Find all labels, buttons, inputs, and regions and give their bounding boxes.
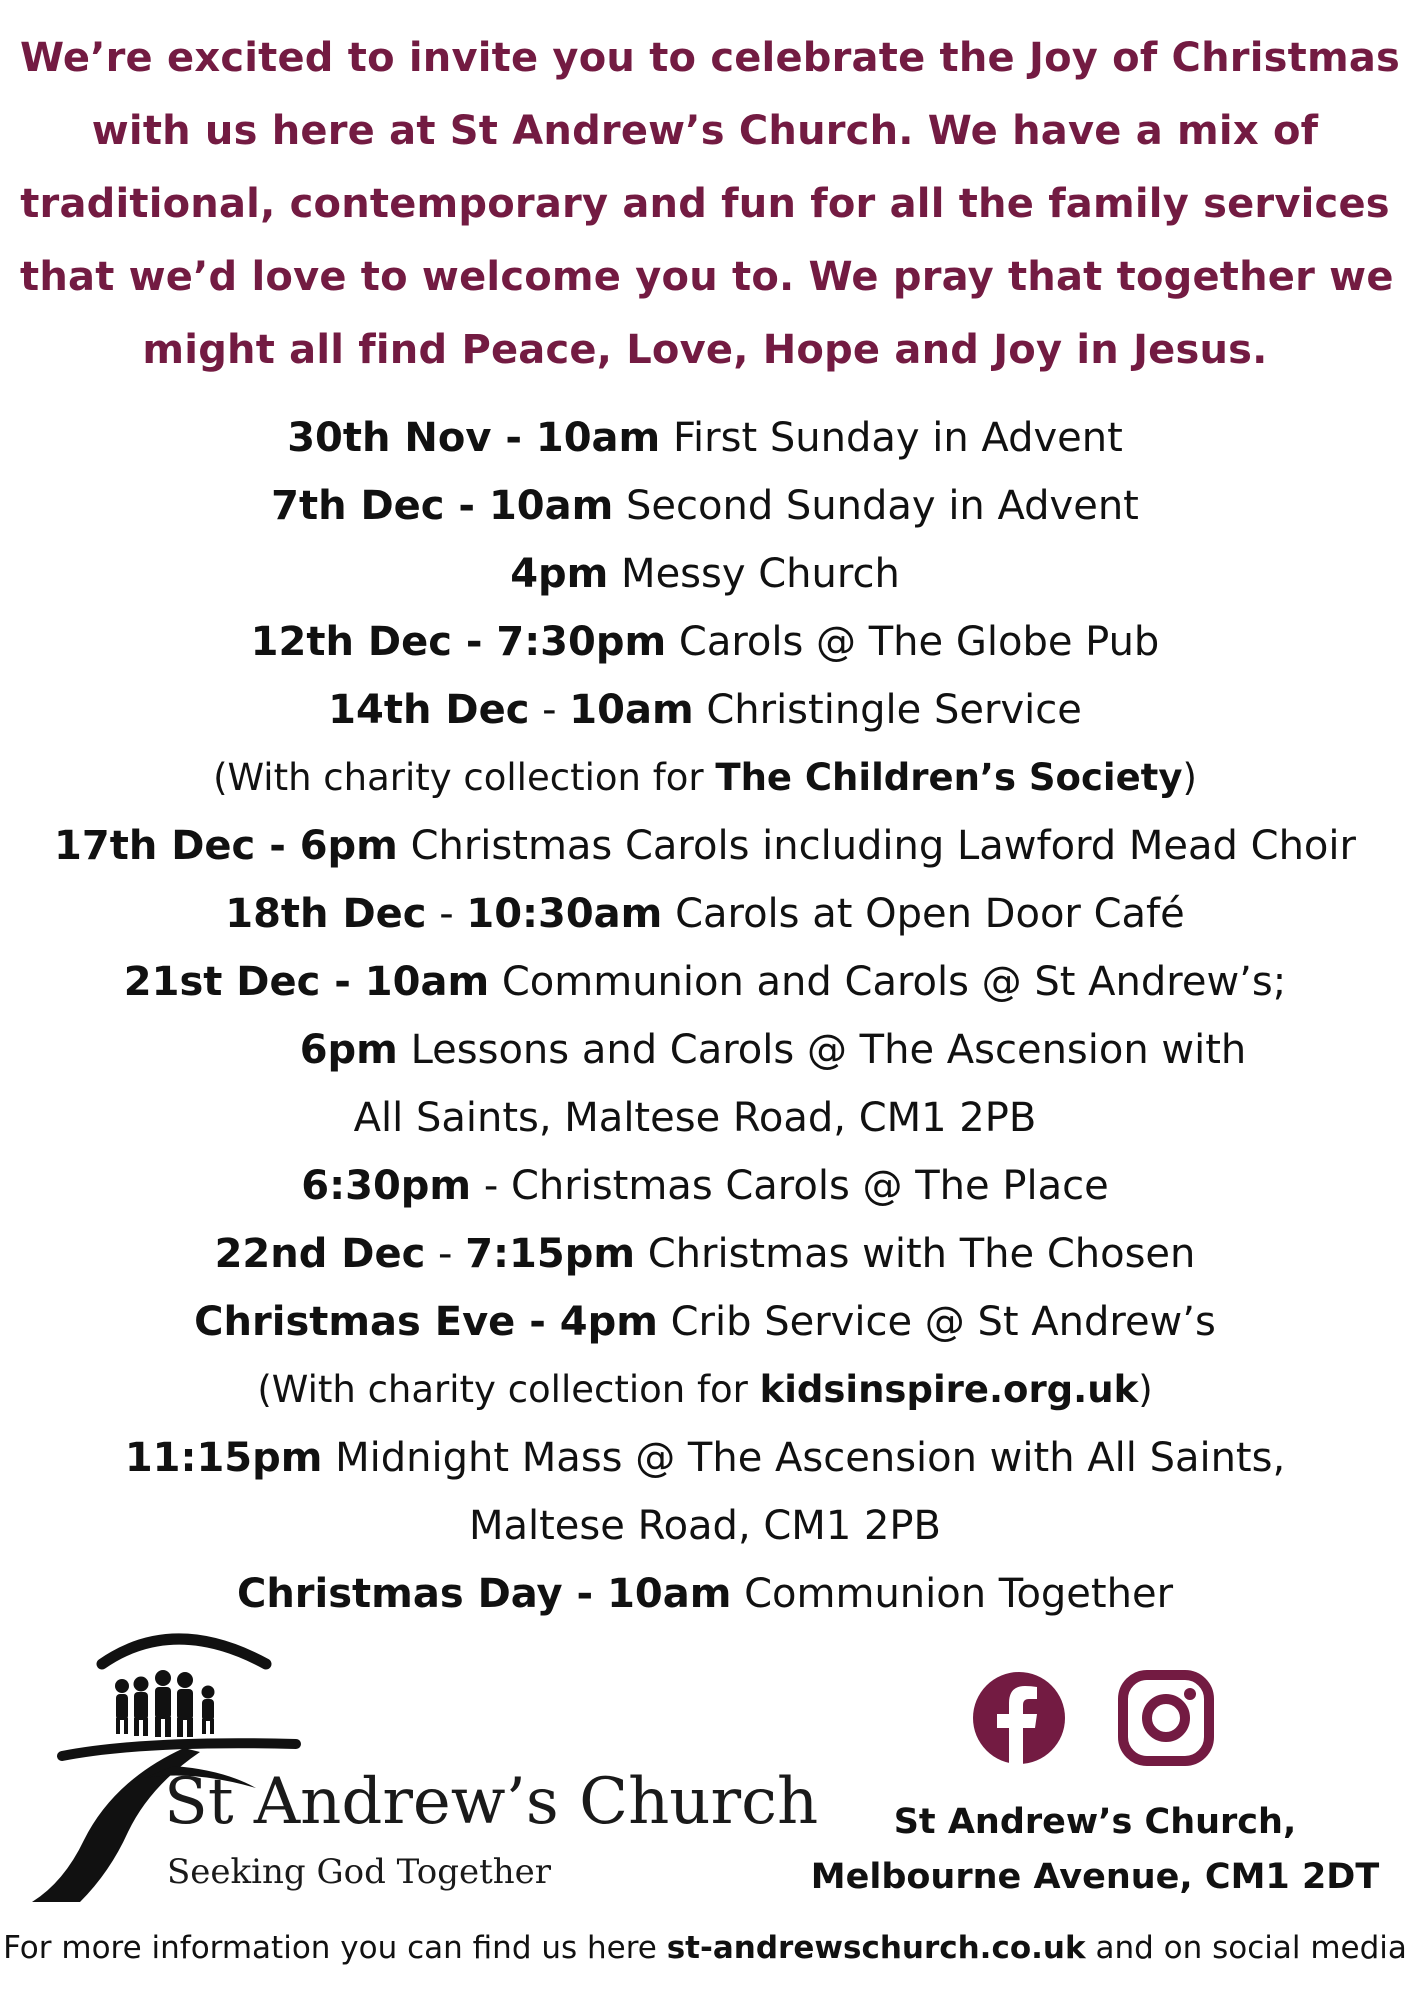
schedule-date-time: 30th Nov - 10am [287, 415, 661, 461]
schedule-description: Messy Church [608, 551, 900, 597]
schedule-item [0, 1288, 1410, 1356]
schedule-description: - Christmas Carols @ The Place [471, 1163, 1109, 1209]
schedule-description: Carols at Open Door Café [662, 891, 1185, 937]
schedule-date-time: Christmas Eve - 4pm [194, 1299, 658, 1345]
schedule-description: Christingle Service [693, 687, 1082, 733]
footer-text: and on social media [1085, 1930, 1407, 1966]
schedule-item [0, 676, 1410, 744]
intro-line: We’re excited to invite you to celebrate the Joy of Christmas [20, 35, 1401, 81]
church-name: St Andrew’s Church [164, 1765, 819, 1839]
intro-line: with us here at St Andrew’s Church. We have a mix of [91, 108, 1319, 154]
schedule-date-time: 4pm [510, 551, 609, 597]
schedule-description: Second Sunday in Advent [613, 483, 1139, 529]
schedule-separator: - [426, 891, 467, 937]
schedule-time: 6:30pm [301, 1163, 472, 1209]
schedule-description: Christmas Carols including Lawford Mead Choir [397, 823, 1356, 869]
schedule-item [0, 1016, 1410, 1084]
schedule-description: Communion and Carols @ St Andrew’s; [489, 959, 1287, 1005]
charity-note-prefix: (With charity collection for [257, 1368, 760, 1411]
service-schedule [0, 404, 1410, 1628]
schedule-item-continued [0, 1084, 1410, 1152]
instagram-icon[interactable] [1118, 1670, 1214, 1766]
schedule-time: 6pm [299, 1027, 398, 1073]
schedule-date: 18th Dec [225, 891, 427, 937]
intro-line: might all find Peace, Love, Hope and Joy in Jesus. [142, 327, 1268, 373]
schedule-description: Midnight Mass @ The Ascension with All Saints, [322, 1435, 1286, 1481]
website-link[interactable]: st-andrewschurch.co.uk [666, 1930, 1086, 1966]
church-logo [24, 1620, 819, 1910]
church-address [805, 1795, 1385, 1905]
schedule-item [0, 880, 1410, 948]
schedule-description: Christmas with The Chosen [635, 1231, 1196, 1277]
charity-note [0, 1356, 1410, 1424]
schedule-date-time: 21st Dec - 10am [123, 959, 490, 1005]
church-tagline: Seeking God Together [167, 1852, 552, 1892]
charity-note-suffix: ) [1138, 1368, 1153, 1411]
intro-line: traditional, contemporary and fun for all the family services [20, 181, 1390, 227]
schedule-description: All Saints, Maltese Road, CM1 2PB [353, 1095, 1037, 1141]
schedule-date-time: 7th Dec - 10am [271, 483, 614, 529]
schedule-description: Lessons and Carols @ The Ascension with [397, 1027, 1247, 1073]
schedule-description: Communion Together [731, 1571, 1174, 1617]
schedule-description: Carols @ The Globe Pub [666, 619, 1160, 665]
schedule-description: Maltese Road, CM1 2PB [468, 1503, 941, 1549]
schedule-separator: - [529, 687, 570, 733]
schedule-date-time: 12th Dec - 7:30pm [250, 619, 667, 665]
charity-name: The Children’s Society [715, 756, 1183, 799]
facebook-icon[interactable] [971, 1670, 1067, 1766]
charity-note [0, 744, 1410, 812]
schedule-item [0, 540, 1410, 608]
schedule-item [0, 1424, 1410, 1492]
schedule-time: 10am [569, 687, 694, 733]
schedule-time: 7:15pm [465, 1231, 636, 1277]
address-line: St Andrew’s Church, [893, 1802, 1297, 1842]
schedule-item [0, 1220, 1410, 1288]
footer-info [0, 1930, 1410, 1966]
schedule-time: 10:30am [466, 891, 663, 937]
footer-text: For more information you can find us here [3, 1930, 667, 1966]
schedule-date: 14th Dec [328, 687, 530, 733]
schedule-item [0, 1560, 1410, 1628]
invitation-text [20, 22, 1401, 387]
charity-website: kidsinspire.org.uk [759, 1368, 1139, 1411]
schedule-item [0, 608, 1410, 676]
charity-note-prefix: (With charity collection for [213, 756, 716, 799]
schedule-item [0, 948, 1410, 1016]
schedule-separator: - [425, 1231, 466, 1277]
schedule-date-time: Christmas Day - 10am [236, 1571, 732, 1617]
intro-line: that we’d love to welcome you to. We pray that together we [20, 254, 1394, 300]
schedule-item [0, 472, 1410, 540]
schedule-time: 11:15pm [124, 1435, 323, 1481]
schedule-item [0, 812, 1410, 880]
address-line: Melbourne Avenue, CM1 2DT [810, 1857, 1380, 1897]
schedule-item-continued [0, 1492, 1410, 1560]
schedule-item [0, 1152, 1410, 1220]
schedule-date-time: 17th Dec - 6pm [54, 823, 398, 869]
schedule-description: First Sunday in Advent [660, 415, 1123, 461]
schedule-item [0, 404, 1410, 472]
schedule-description: Crib Service @ St Andrew’s [657, 1299, 1216, 1345]
charity-note-suffix: ) [1182, 756, 1197, 799]
schedule-date: 22nd Dec [214, 1231, 426, 1277]
